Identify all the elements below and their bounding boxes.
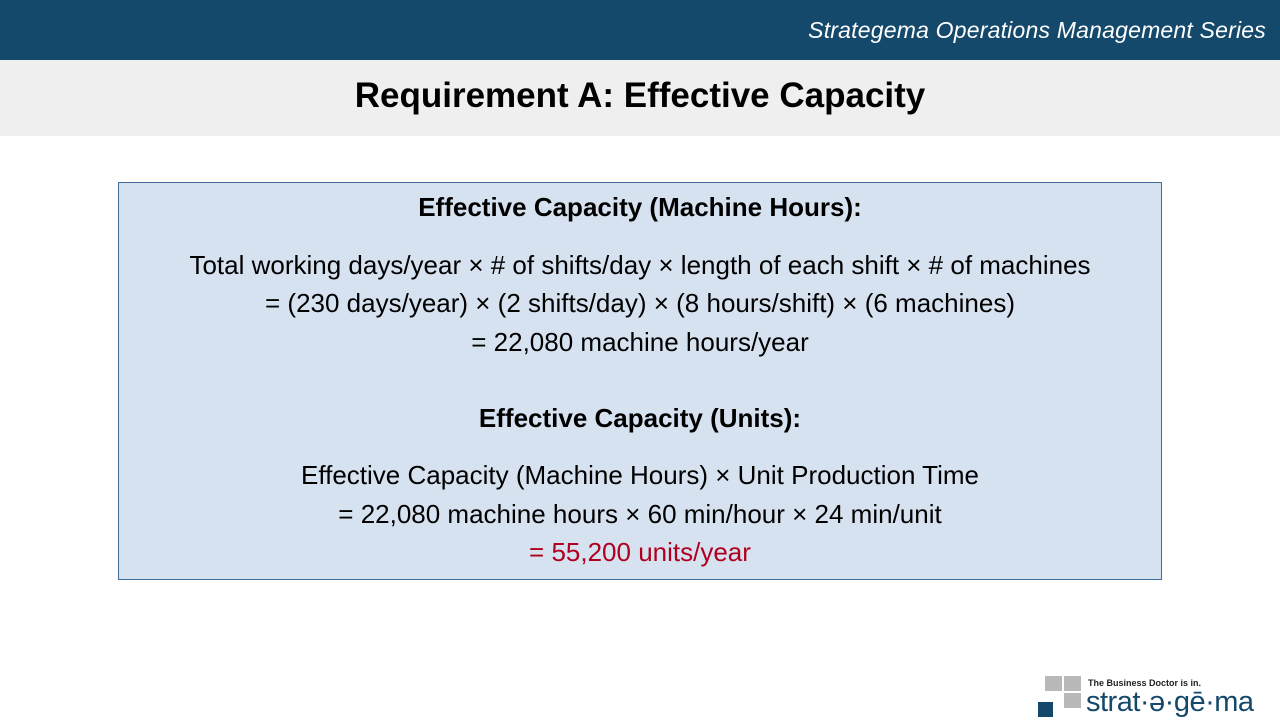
logo-square-icon: [1064, 693, 1081, 708]
logo-square-icon: [1038, 702, 1053, 717]
machine-hours-heading: Effective Capacity (Machine Hours):: [418, 192, 862, 222]
page-title: Requirement A: Effective Capacity: [354, 76, 926, 115]
units-heading: Effective Capacity (Units):: [478, 403, 802, 433]
units-result: = 55,200 units/year: [529, 537, 751, 567]
units-formula: Effective Capacity (Machine Hours) × Unit Production Time: [301, 460, 979, 490]
logo-square-icon: [1064, 676, 1081, 691]
header-bar: [0, 0, 1280, 60]
series-title: Strategema Operations Management Series: [808, 17, 1266, 43]
logo-tagline: The Business Doctor is in.: [1088, 678, 1202, 688]
logo-wordmark: strat·ə·gē·ma: [1086, 686, 1254, 718]
machine-hours-result: = 22,080 machine hours/year: [471, 327, 809, 357]
machine-hours-substitution: = (230 days/year) × (2 shifts/day) × (8 hours/shift) × (6 machines): [265, 288, 1015, 318]
machine-hours-formula: Total working days/year × # of shifts/day × length of each shift × # of machines: [189, 250, 1091, 280]
title-band: [0, 60, 1280, 136]
logo-square-icon: [1045, 676, 1062, 691]
strategema-logo: [1036, 672, 1280, 720]
units-substitution: = 22,080 machine hours × 60 min/hour × 24 min/unit: [338, 499, 942, 529]
capacity-calculation-box: [118, 182, 1162, 580]
